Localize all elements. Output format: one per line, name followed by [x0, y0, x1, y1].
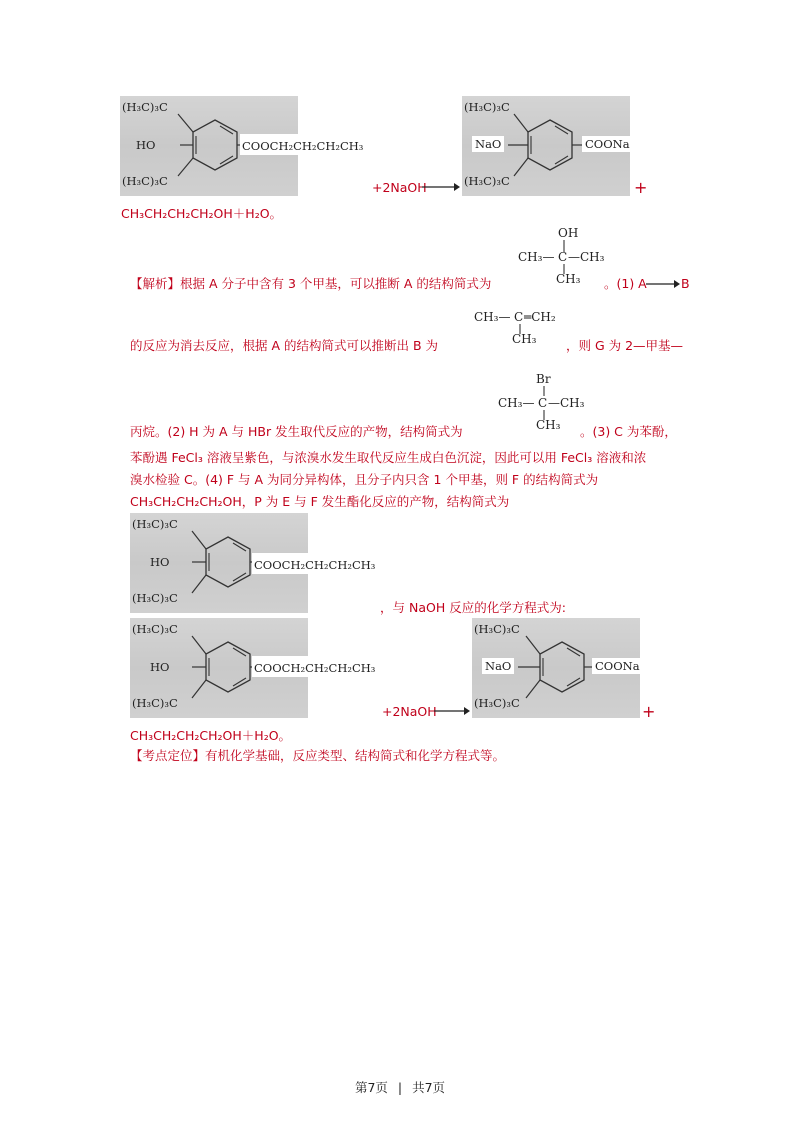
plus-sign: +	[642, 702, 656, 721]
ester-group-box	[240, 134, 365, 155]
tert-butyl-top-label: (H₃C)₃C	[132, 517, 178, 531]
reaction-arrow-icon	[422, 181, 460, 193]
hydroxy-label: HO	[136, 138, 156, 152]
analysis-line-4: 苯酚遇 FeCl₃ 溶液呈紫色，与浓溴水发生取代反应生成白色沉淀，因此可以用 FeCl₃ 溶液和浓	[130, 450, 647, 465]
analysis-line-7: ，与 NaOH 反应的化学方程式为:	[380, 600, 566, 615]
reaction-arrow-icon	[646, 278, 680, 290]
product-structure-image	[472, 618, 640, 718]
molecule-h-structure	[498, 372, 588, 434]
hydroxyl-label: OH	[558, 226, 579, 240]
ester-group-label: COOCH₂CH₂CH₂CH₃	[254, 661, 376, 675]
carbon-label: C	[538, 396, 548, 410]
methyl-left-label: CH₃—	[518, 250, 555, 264]
molecule-b-structure	[474, 310, 574, 350]
tert-butyl-bottom-label: (H₃C)₃C	[132, 591, 178, 605]
tert-butyl-top-label: (H₃C)₃C	[464, 100, 510, 114]
bond-line	[542, 386, 546, 396]
methyl-bottom-label: CH₃	[556, 272, 581, 286]
analysis-line-2-end: ，则 G 为 2—甲基—	[566, 338, 684, 353]
footer-separator: |	[397, 1080, 403, 1095]
keypoint-text: 【考点定位】有机化学基础，反应类型、结构简式和化学方程式等。	[130, 748, 506, 763]
byproduct-text: CH₃CH₂CH₂CH₂OH＋H₂O。	[130, 728, 292, 743]
methyl-bottom-label: CH₃	[536, 418, 561, 432]
tert-butyl-top-label: (H₃C)₃C	[122, 100, 168, 114]
methyl-left-label: CH₃—	[498, 396, 535, 410]
methyl-left-label: CH₃—	[474, 310, 511, 324]
analysis-line-2: 的反应为消去反应，根据 A 的结构简式可以推断出 B 为	[130, 338, 439, 353]
ester-group-label: COOCH₂CH₂CH₂CH₃	[254, 558, 376, 572]
methyl-right-label: —CH₃	[548, 396, 585, 410]
plus-sign: +	[634, 178, 648, 197]
molecule-a-structure	[518, 226, 608, 288]
carboxylate-label: COONa	[592, 658, 643, 674]
analysis-line-1: 【解析】根据 A 分子中含有 3 个甲基，可以推断 A 的结构简式为	[130, 276, 492, 291]
hydroxy-label: HO	[150, 555, 170, 569]
ester-group-box	[252, 553, 377, 574]
tert-butyl-bottom-label: (H₃C)₃C	[464, 174, 510, 188]
page-total: 共7页	[412, 1080, 446, 1095]
tert-butyl-bottom-label: (H₃C)₃C	[474, 696, 520, 710]
analysis-line-1-end: 。(1) A	[604, 276, 647, 291]
product-structure-image	[462, 96, 630, 196]
tert-butyl-top-label: (H₃C)₃C	[474, 622, 520, 636]
tert-butyl-top-label: (H₃C)₃C	[132, 622, 178, 636]
ester-group-label: COOCH₂CH₂CH₂CH₃	[242, 139, 364, 153]
bromine-label: Br	[536, 372, 551, 386]
analysis-line-3: 丙烷。(2) H 为 A 与 HBr 发生取代反应的产物，结构简式为	[130, 424, 463, 439]
tert-butyl-bottom-label: (H₃C)₃C	[122, 174, 168, 188]
methylene-label: ═CH₂	[524, 310, 556, 324]
plus-naoh-text: +2NaOH	[372, 180, 427, 195]
plus-naoh-text: +2NaOH	[382, 704, 437, 719]
carbon-label: C	[558, 250, 568, 264]
byproduct-text: CH₃CH₂CH₂CH₂OH＋H₂O。	[121, 206, 283, 221]
analysis-line-1-b: B	[681, 276, 690, 291]
methyl-bottom-label: CH₃	[512, 332, 537, 346]
sodium-oxide-label: NaO	[482, 658, 514, 674]
sodium-oxide-label: NaO	[472, 136, 504, 152]
carboxylate-label: COONa	[582, 136, 633, 152]
carbon-label: C	[514, 310, 524, 324]
hydroxy-label: HO	[150, 660, 170, 674]
tert-butyl-bottom-label: (H₃C)₃C	[132, 696, 178, 710]
analysis-line-5: 溴水检验 C。(4) F 与 A 为同分异构体，且分子内只含 1 个甲基，则 F 的结构简式为	[130, 472, 599, 487]
analysis-line-6: CH₃CH₂CH₂CH₂OH，P 为 E 与 F 发生酯化反应的产物，结构简式为	[130, 494, 510, 509]
methyl-right-label: —CH₃	[568, 250, 605, 264]
page-number: 第7页	[354, 1080, 388, 1095]
ester-group-box	[252, 656, 377, 677]
page-footer	[0, 1078, 800, 1096]
analysis-line-3-end: 。(3) C 为苯酚，	[580, 424, 677, 439]
reaction-arrow-icon	[434, 705, 470, 717]
